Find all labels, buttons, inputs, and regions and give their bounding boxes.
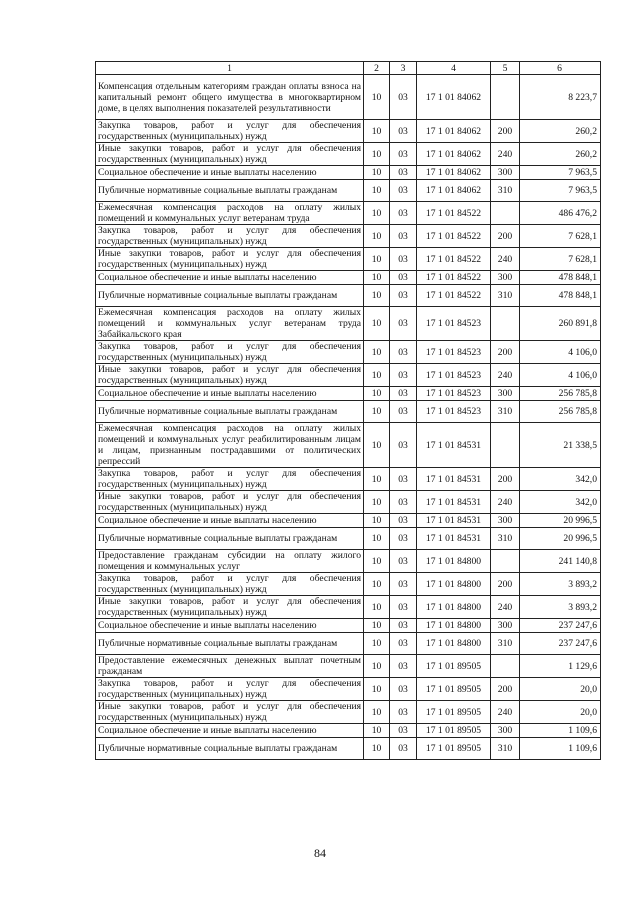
row-name-cell: Публичные нормативные социальные выплаты гражданам <box>96 401 364 423</box>
expense-type-cell <box>491 202 520 225</box>
razdel-cell: 10 <box>364 514 390 528</box>
podrazdel-cell: 03 <box>390 655 417 678</box>
podrazdel-cell: 03 <box>390 180 417 202</box>
table-row <box>96 678 601 701</box>
row-name-cell: Публичные нормативные социальные выплаты гражданам <box>96 528 364 550</box>
expense-type-cell <box>491 423 520 468</box>
target-article-cell: 17 1 01 84522 <box>417 202 491 225</box>
target-article-cell: 17 1 01 89505 <box>417 724 491 738</box>
expense-type-cell <box>491 75 520 120</box>
sum-cell: 241 140,8 <box>520 550 601 573</box>
sum-cell: 7 963,5 <box>520 180 601 202</box>
column-header-2: 2 <box>364 62 390 75</box>
target-article-cell: 17 1 01 84523 <box>417 401 491 423</box>
expense-type-cell: 240 <box>491 364 520 387</box>
row-name-cell: Компенсация отдельным категориям граждан оплаты взноса на капитальный ремонт общего имущества в многоквартирном доме, в целях выполнения показателей результативности <box>96 75 364 120</box>
sum-cell: 256 785,8 <box>520 401 601 423</box>
target-article-cell: 17 1 01 84523 <box>417 307 491 341</box>
razdel-cell: 10 <box>364 573 390 596</box>
expense-type-cell: 300 <box>491 387 520 401</box>
row-name-cell: Закупка товаров, работ и услуг для обеспечения государственных (муниципальных) нужд <box>96 678 364 701</box>
target-article-cell: 17 1 01 84062 <box>417 180 491 202</box>
table-row <box>96 619 601 633</box>
target-article-cell: 17 1 01 84062 <box>417 143 491 166</box>
target-article-cell: 17 1 01 84523 <box>417 364 491 387</box>
expense-type-cell: 300 <box>491 514 520 528</box>
sum-cell: 20 996,5 <box>520 528 601 550</box>
target-article-cell: 17 1 01 84531 <box>417 423 491 468</box>
row-name-cell: Закупка товаров, работ и услуг для обеспечения государственных (муниципальных) нужд <box>96 468 364 491</box>
sum-cell: 486 476,2 <box>520 202 601 225</box>
expense-type-cell: 240 <box>491 248 520 271</box>
expense-type-cell: 200 <box>491 120 520 143</box>
sum-cell: 4 106,0 <box>520 341 601 364</box>
table-row <box>96 225 601 248</box>
sum-cell: 8 223,7 <box>520 75 601 120</box>
razdel-cell: 10 <box>364 528 390 550</box>
razdel-cell: 10 <box>364 655 390 678</box>
sum-cell: 7 628,1 <box>520 225 601 248</box>
podrazdel-cell: 03 <box>390 596 417 619</box>
sum-cell: 260 891,8 <box>520 307 601 341</box>
table-row <box>96 202 601 225</box>
row-name-cell: Публичные нормативные социальные выплаты гражданам <box>96 180 364 202</box>
row-name-cell: Предоставление ежемесячных денежных выплат почетным гражданам <box>96 655 364 678</box>
sum-cell: 20 996,5 <box>520 514 601 528</box>
expense-type-cell: 300 <box>491 724 520 738</box>
sum-cell: 1 109,6 <box>520 724 601 738</box>
sum-cell: 342,0 <box>520 468 601 491</box>
table-body <box>96 62 601 760</box>
razdel-cell: 10 <box>364 166 390 180</box>
expense-type-cell: 240 <box>491 701 520 724</box>
podrazdel-cell: 03 <box>390 143 417 166</box>
row-name-cell: Иные закупки товаров, работ и услуг для обеспечения государственных (муниципальных) нужд <box>96 143 364 166</box>
podrazdel-cell: 03 <box>390 619 417 633</box>
razdel-cell: 10 <box>364 387 390 401</box>
expense-type-cell: 200 <box>491 573 520 596</box>
podrazdel-cell: 03 <box>390 166 417 180</box>
table-row <box>96 491 601 514</box>
razdel-cell: 10 <box>364 619 390 633</box>
table-row <box>96 423 601 468</box>
table-row <box>96 180 601 202</box>
sum-cell: 237 247,6 <box>520 633 601 655</box>
table-row <box>96 307 601 341</box>
sum-cell: 20,0 <box>520 678 601 701</box>
table-row <box>96 573 601 596</box>
expense-type-cell: 310 <box>491 401 520 423</box>
target-article-cell: 17 1 01 84523 <box>417 387 491 401</box>
podrazdel-cell: 03 <box>390 491 417 514</box>
podrazdel-cell: 03 <box>390 550 417 573</box>
target-article-cell: 17 1 01 84800 <box>417 550 491 573</box>
target-article-cell: 17 1 01 84531 <box>417 491 491 514</box>
razdel-cell: 10 <box>364 401 390 423</box>
row-name-cell: Ежемесячная компенсация расходов на оплату жилых помещений и коммунальных услуг ветеранам труда <box>96 202 364 225</box>
expense-type-cell: 200 <box>491 468 520 491</box>
table-row <box>96 596 601 619</box>
table-row <box>96 738 601 760</box>
podrazdel-cell: 03 <box>390 225 417 248</box>
table-row <box>96 387 601 401</box>
razdel-cell: 10 <box>364 678 390 701</box>
target-article-cell: 17 1 01 84531 <box>417 514 491 528</box>
table-row <box>96 364 601 387</box>
table-row <box>96 401 601 423</box>
podrazdel-cell: 03 <box>390 387 417 401</box>
table-row <box>96 341 601 364</box>
row-name-cell: Иные закупки товаров, работ и услуг для обеспечения государственных (муниципальных) нужд <box>96 248 364 271</box>
table-row <box>96 528 601 550</box>
page-number: 84 <box>314 846 326 860</box>
razdel-cell: 10 <box>364 468 390 491</box>
table-row <box>96 701 601 724</box>
expense-type-cell <box>491 655 520 678</box>
table-row <box>96 120 601 143</box>
target-article-cell: 17 1 01 84800 <box>417 596 491 619</box>
razdel-cell: 10 <box>364 180 390 202</box>
row-name-cell: Закупка товаров, работ и услуг для обеспечения государственных (муниципальных) нужд <box>96 120 364 143</box>
podrazdel-cell: 03 <box>390 341 417 364</box>
expense-type-cell: 240 <box>491 491 520 514</box>
podrazdel-cell: 03 <box>390 401 417 423</box>
row-name-cell: Иные закупки товаров, работ и услуг для обеспечения государственных (муниципальных) нужд <box>96 596 364 619</box>
sum-cell: 7 628,1 <box>520 248 601 271</box>
target-article-cell: 17 1 01 84800 <box>417 633 491 655</box>
razdel-cell: 10 <box>364 341 390 364</box>
sum-cell: 7 963,5 <box>520 166 601 180</box>
razdel-cell: 10 <box>364 633 390 655</box>
row-name-cell: Закупка товаров, работ и услуг для обеспечения государственных (муниципальных) нужд <box>96 573 364 596</box>
razdel-cell: 10 <box>364 701 390 724</box>
podrazdel-cell: 03 <box>390 573 417 596</box>
podrazdel-cell: 03 <box>390 75 417 120</box>
razdel-cell: 10 <box>364 550 390 573</box>
table-row <box>96 655 601 678</box>
razdel-cell: 10 <box>364 75 390 120</box>
sum-cell: 256 785,8 <box>520 387 601 401</box>
sum-cell: 260,2 <box>520 120 601 143</box>
expense-type-cell: 200 <box>491 341 520 364</box>
razdel-cell: 10 <box>364 143 390 166</box>
expense-type-cell: 200 <box>491 678 520 701</box>
row-name-cell: Ежемесячная компенсация расходов на оплату жилых помещений и коммунальных услуг реабилитированным лицам и лицам, признанным пострадавшими от политических репрессий <box>96 423 364 468</box>
podrazdel-cell: 03 <box>390 364 417 387</box>
row-name-cell: Социальное обеспечение и иные выплаты населению <box>96 724 364 738</box>
row-name-cell: Публичные нормативные социальные выплаты гражданам <box>96 285 364 307</box>
row-name-cell: Социальное обеспечение и иные выплаты населению <box>96 387 364 401</box>
razdel-cell: 10 <box>364 364 390 387</box>
target-article-cell: 17 1 01 84800 <box>417 619 491 633</box>
sum-cell: 20,0 <box>520 701 601 724</box>
column-header-4: 4 <box>417 62 491 75</box>
row-name-cell: Публичные нормативные социальные выплаты гражданам <box>96 633 364 655</box>
razdel-cell: 10 <box>364 248 390 271</box>
row-name-cell: Ежемесячная компенсация расходов на оплату жилых помещений и коммунальных услуг ветеранам труда Забайкальского края <box>96 307 364 341</box>
podrazdel-cell: 03 <box>390 701 417 724</box>
row-name-cell: Иные закупки товаров, работ и услуг для обеспечения государственных (муниципальных) нужд <box>96 701 364 724</box>
target-article-cell: 17 1 01 84531 <box>417 468 491 491</box>
podrazdel-cell: 03 <box>390 248 417 271</box>
podrazdel-cell: 03 <box>390 271 417 285</box>
target-article-cell: 17 1 01 84531 <box>417 528 491 550</box>
target-article-cell: 17 1 01 89505 <box>417 678 491 701</box>
table-row <box>96 285 601 307</box>
row-name-cell: Иные закупки товаров, работ и услуг для обеспечения государственных (муниципальных) нужд <box>96 364 364 387</box>
sum-cell: 1 129,6 <box>520 655 601 678</box>
sum-cell: 478 848,1 <box>520 285 601 307</box>
budget-table <box>95 61 601 760</box>
razdel-cell: 10 <box>364 724 390 738</box>
expense-type-cell: 310 <box>491 180 520 202</box>
row-name-cell: Закупка товаров, работ и услуг для обеспечения государственных (муниципальных) нужд <box>96 225 364 248</box>
target-article-cell: 17 1 01 84522 <box>417 271 491 285</box>
table-row <box>96 143 601 166</box>
row-name-cell: Социальное обеспечение и иные выплаты населению <box>96 514 364 528</box>
row-name-cell: Социальное обеспечение и иные выплаты населению <box>96 166 364 180</box>
target-article-cell: 17 1 01 84523 <box>417 341 491 364</box>
target-article-cell: 17 1 01 84062 <box>417 75 491 120</box>
razdel-cell: 10 <box>364 596 390 619</box>
column-header-1: 1 <box>96 62 364 75</box>
podrazdel-cell: 03 <box>390 120 417 143</box>
table-row <box>96 724 601 738</box>
podrazdel-cell: 03 <box>390 514 417 528</box>
sum-cell: 478 848,1 <box>520 271 601 285</box>
row-name-cell: Закупка товаров, работ и услуг для обеспечения государственных (муниципальных) нужд <box>96 341 364 364</box>
podrazdel-cell: 03 <box>390 468 417 491</box>
target-article-cell: 17 1 01 89505 <box>417 738 491 760</box>
table-row <box>96 75 601 120</box>
sum-cell: 21 338,5 <box>520 423 601 468</box>
target-article-cell: 17 1 01 89505 <box>417 655 491 678</box>
expense-type-cell <box>491 307 520 341</box>
razdel-cell: 10 <box>364 285 390 307</box>
sum-cell: 4 106,0 <box>520 364 601 387</box>
podrazdel-cell: 03 <box>390 633 417 655</box>
podrazdel-cell: 03 <box>390 285 417 307</box>
expense-type-cell: 310 <box>491 285 520 307</box>
column-header-6: 6 <box>520 62 601 75</box>
expense-type-cell: 310 <box>491 633 520 655</box>
expense-type-cell: 240 <box>491 143 520 166</box>
sum-cell: 342,0 <box>520 491 601 514</box>
row-name-cell: Публичные нормативные социальные выплаты гражданам <box>96 738 364 760</box>
target-article-cell: 17 1 01 84522 <box>417 225 491 248</box>
podrazdel-cell: 03 <box>390 528 417 550</box>
target-article-cell: 17 1 01 84522 <box>417 248 491 271</box>
podrazdel-cell: 03 <box>390 202 417 225</box>
razdel-cell: 10 <box>364 423 390 468</box>
table-row <box>96 633 601 655</box>
expense-type-cell <box>491 550 520 573</box>
razdel-cell: 10 <box>364 738 390 760</box>
podrazdel-cell: 03 <box>390 307 417 341</box>
razdel-cell: 10 <box>364 271 390 285</box>
expense-type-cell: 300 <box>491 619 520 633</box>
podrazdel-cell: 03 <box>390 678 417 701</box>
row-name-cell: Иные закупки товаров, работ и услуг для обеспечения государственных (муниципальных) нужд <box>96 491 364 514</box>
expense-type-cell: 300 <box>491 271 520 285</box>
sum-cell: 3 893,2 <box>520 573 601 596</box>
razdel-cell: 10 <box>364 120 390 143</box>
expense-type-cell: 240 <box>491 596 520 619</box>
target-article-cell: 17 1 01 84800 <box>417 573 491 596</box>
table-row <box>96 550 601 573</box>
expense-type-cell: 300 <box>491 166 520 180</box>
sum-cell: 237 247,6 <box>520 619 601 633</box>
razdel-cell: 10 <box>364 225 390 248</box>
table-row <box>96 514 601 528</box>
razdel-cell: 10 <box>364 307 390 341</box>
sum-cell: 3 893,2 <box>520 596 601 619</box>
table-header-row <box>96 62 601 75</box>
razdel-cell: 10 <box>364 202 390 225</box>
column-header-3: 3 <box>390 62 417 75</box>
podrazdel-cell: 03 <box>390 738 417 760</box>
table-row <box>96 166 601 180</box>
podrazdel-cell: 03 <box>390 724 417 738</box>
sum-cell: 1 109,6 <box>520 738 601 760</box>
target-article-cell: 17 1 01 84522 <box>417 285 491 307</box>
target-article-cell: 17 1 01 84062 <box>417 166 491 180</box>
target-article-cell: 17 1 01 89505 <box>417 701 491 724</box>
expense-type-cell: 310 <box>491 738 520 760</box>
row-name-cell: Социальное обеспечение и иные выплаты населению <box>96 619 364 633</box>
razdel-cell: 10 <box>364 491 390 514</box>
sum-cell: 260,2 <box>520 143 601 166</box>
expense-type-cell: 200 <box>491 225 520 248</box>
table-row <box>96 248 601 271</box>
podrazdel-cell: 03 <box>390 423 417 468</box>
row-name-cell: Социальное обеспечение и иные выплаты населению <box>96 271 364 285</box>
column-header-5: 5 <box>491 62 520 75</box>
table-row <box>96 271 601 285</box>
table-row <box>96 468 601 491</box>
expense-type-cell: 310 <box>491 528 520 550</box>
row-name-cell: Предоставление гражданам субсидии на оплату жилого помещения и коммунальных услуг <box>96 550 364 573</box>
target-article-cell: 17 1 01 84062 <box>417 120 491 143</box>
